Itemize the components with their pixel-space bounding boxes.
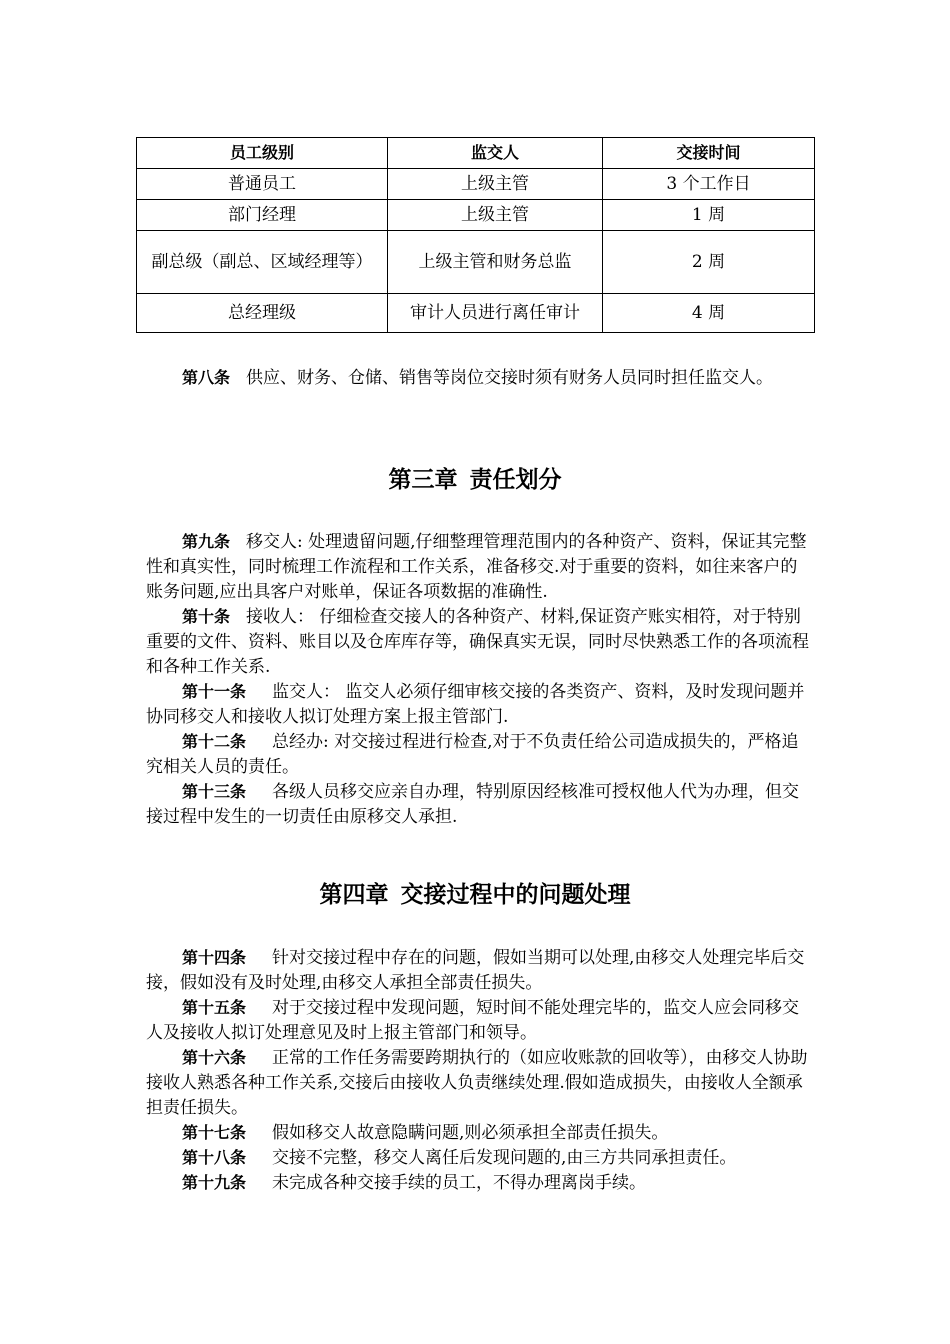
chapter-number: 第三章 [388, 467, 458, 493]
article-text: 对于交接过程中发现问题，短时间不能处理完毕的，监交人应会同移交人及接收人拟订处理意见及时上报主管部门和领导。 [146, 998, 800, 1043]
article-19 [146, 1170, 810, 1196]
article-number: 第十五条 [182, 998, 247, 1017]
cell-time: 1 周 [603, 200, 815, 231]
article-text: 各级人员移交应亲自办理，特别原因经核准可授权他人代为办理，但交接过程中发生的一切责任由原移交人承担. [146, 782, 800, 827]
article-text: 针对交接过程中存在的问题，假如当期可以处理,由移交人处理完毕后交接，假如没有及时处理,由移交人承担全部责任损失。 [146, 948, 805, 993]
article-number: 第九条 [182, 532, 231, 551]
article-text: 交接不完整，移交人离任后发现问题的,由三方共同承担责任。 [272, 1148, 737, 1168]
article-number: 第十条 [182, 607, 231, 626]
chapter-number: 第四章 [319, 882, 389, 908]
cell-level: 普通员工 [137, 169, 388, 200]
article-text: 监交人： 监交人必须仔细审核交接的各类资产、资料，及时发现问题并协同移交人和接收人拟订处理方案上报主管部门. [146, 682, 805, 727]
article-9 [146, 529, 810, 605]
table-row [137, 169, 815, 200]
article-number: 第十四条 [182, 948, 247, 967]
chapter-3-heading [0, 461, 950, 494]
article-18 [146, 1145, 810, 1171]
article-16 [146, 1045, 810, 1121]
table-row [137, 200, 815, 231]
article-number: 第十七条 [182, 1123, 247, 1142]
article-text: 移交人: 处理遗留问题,仔细整理管理范围内的各种资产、资料，保证其完整性和真实性，同时梳理工作流程和工作关系，准备移交.对于重要的资料，如往来客户的账务问题,应出具客户对账单，保证各项数据的准确性. [146, 532, 807, 602]
article-15 [146, 995, 810, 1046]
article-text: 未完成各种交接手续的员工，不得办理离岗手续。 [272, 1173, 647, 1193]
chapter-4-heading [0, 876, 950, 909]
table-header-row [137, 138, 815, 169]
cell-supervisor: 上级主管 [388, 200, 603, 231]
table-row [137, 294, 815, 333]
cell-time: 4 周 [603, 294, 815, 333]
article-number: 第十三条 [182, 782, 247, 801]
article-8 [146, 365, 810, 391]
article-text: 假如移交人故意隐瞒问题,则必须承担全部责任损失。 [272, 1123, 669, 1143]
cell-level: 总经理级 [137, 294, 388, 333]
header-employee-level: 员工级别 [137, 138, 388, 169]
cell-supervisor: 审计人员进行离任审计 [388, 294, 603, 333]
article-number: 第十九条 [182, 1173, 247, 1192]
article-17 [146, 1120, 810, 1146]
article-14 [146, 945, 810, 996]
article-number: 第八条 [182, 368, 231, 387]
table-row [137, 231, 815, 294]
article-12 [146, 729, 810, 780]
handover-table [136, 137, 815, 333]
article-10 [146, 604, 810, 680]
cell-supervisor: 上级主管和财务总监 [388, 231, 603, 294]
article-text: 供应、财务、仓储、销售等岗位交接时须有财务人员同时担任监交人。 [246, 368, 774, 388]
header-supervisor: 监交人 [388, 138, 603, 169]
cell-time: 3 个工作日 [603, 169, 815, 200]
article-number: 第十六条 [182, 1048, 247, 1067]
header-handover-time: 交接时间 [603, 138, 815, 169]
chapter-title: 交接过程中的问题处理 [400, 882, 631, 908]
article-number: 第十二条 [182, 732, 247, 751]
article-text: 接收人： 仔细检查交接人的各种资产、材料,保证资产账实相符，对于特别重要的文件、资料、账目以及仓库库存等，确保真实无误，同时尽快熟悉工作的各项流程和各种工作关系. [146, 607, 809, 677]
cell-level: 部门经理 [137, 200, 388, 231]
cell-time: 2 周 [603, 231, 815, 294]
article-number: 第十八条 [182, 1148, 247, 1167]
cell-supervisor: 上级主管 [388, 169, 603, 200]
article-number: 第十一条 [182, 682, 247, 701]
article-11 [146, 679, 810, 730]
chapter-title: 责任划分 [469, 467, 562, 493]
cell-level: 副总级（副总、区域经理等） [137, 231, 388, 294]
article-text: 正常的工作任务需要跨期执行的（如应收账款的回收等），由移交人协助接收人熟悉各种工作关系,交接后由接收人负责继续处理.假如造成损失，由接收人全额承担责任损失。 [146, 1048, 808, 1118]
article-text: 总经办: 对交接过程进行检查,对于不负责任给公司造成损失的，严格追究相关人员的责任。 [146, 732, 799, 777]
article-13 [146, 779, 810, 830]
